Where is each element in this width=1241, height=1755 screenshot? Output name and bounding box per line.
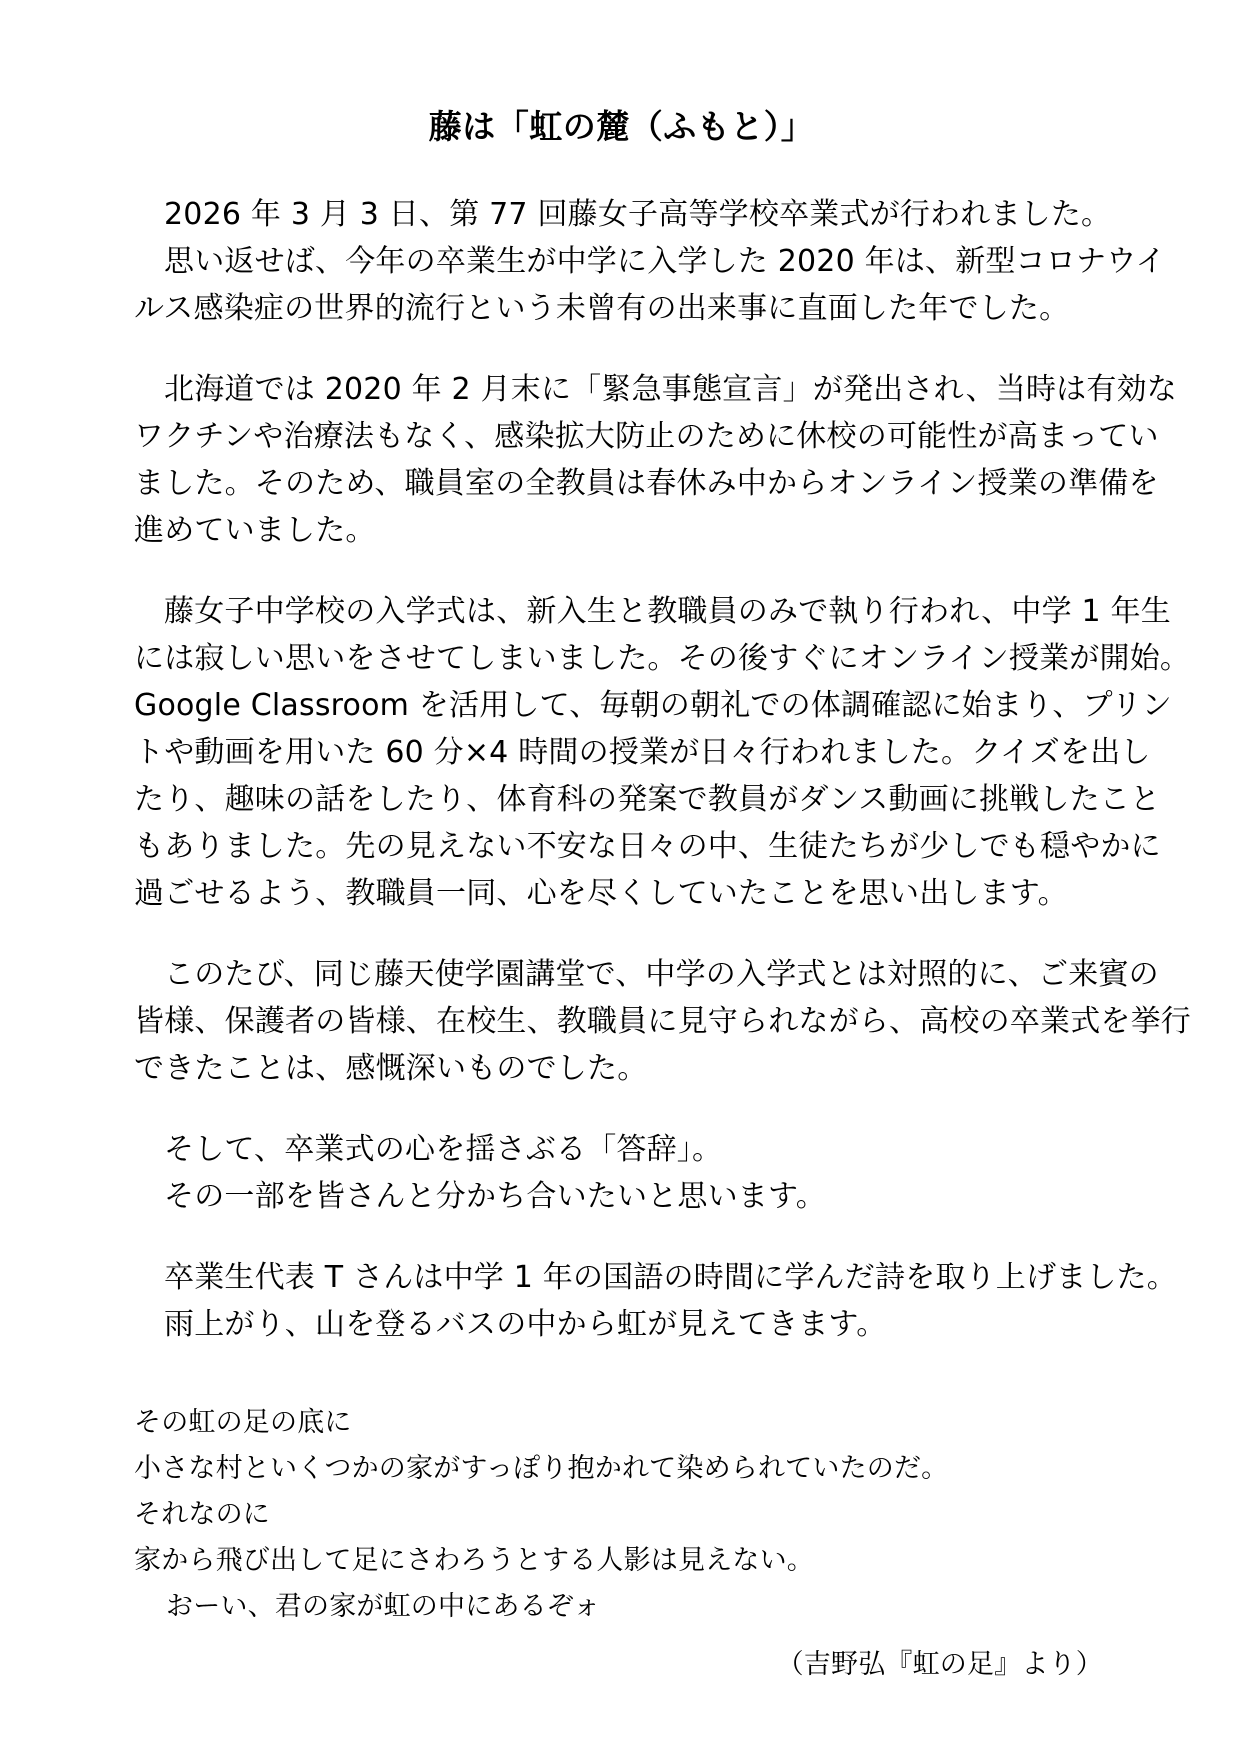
- paragraph-5-line-1: そして、卒業式の心を揺さぶる「答辞」。: [164, 1131, 723, 1167]
- paragraph-3-line-5: たり、趣味の話をしたり、体育科の発案で教員がダンス動画に挑戦したこと: [134, 781, 1161, 817]
- document-content: [134, 0, 1191, 1688]
- paragraph-3-line-1: 藤女子中学校の入学式は、新入生と教職員のみで執り行われ、中学 1 年生: [164, 593, 1171, 629]
- paragraph-1-line-3: ルス感染症の世界的流行という未曾有の出来事に直面した年でした。: [134, 290, 1070, 326]
- paragraph-3-line-7: 過ごせるよう、教職員一同、心を尽くしていたことを思い出します。: [134, 875, 1068, 911]
- paragraph-1-line-1: 2026 年 3 月 3 日、第 77 回藤女子高等学校卒業式が行われました。: [164, 196, 1112, 232]
- paragraph-1-line-2: 思い返せば、今年の卒業生が中学に入学した 2020 年は、新型コロナウイ: [164, 243, 1166, 279]
- paragraph-5-line-2: その一部を皆さんと分かち合いたいと思います。: [164, 1178, 826, 1214]
- paragraph-6-line-2: 雨上がり、山を登るバスの中から虹が見えてきます。: [164, 1306, 887, 1342]
- paragraph-1: [134, 191, 1166, 332]
- poem-line-4: 家から飛び出して足にさわろうとする人影は見えない。: [134, 1544, 814, 1576]
- paragraph-3-line-3: Google Classroom を活用して、毎朝の朝礼での体調確認に始まり、プリン: [134, 687, 1172, 723]
- poem-attribution: （吉野弘『虹の足』より）: [776, 1648, 1103, 1680]
- page-title: 藤は「虹の麓（ふもと）」: [428, 107, 815, 146]
- poem-line-5: おーい、君の家が虹の中にあるぞォ: [166, 1590, 601, 1622]
- paragraph-3-line-6: もありました。先の見えない不安な日々の中、生徒たちが少しでも穏やかに: [134, 828, 1161, 864]
- paragraph-2-line-4: 進めていました。: [134, 512, 376, 548]
- poem-line-3: それなのに: [134, 1498, 270, 1530]
- paragraph-2: [134, 366, 1177, 554]
- paragraph-4-line-1: このたび、同じ藤天使学園講堂で、中学の入学式とは対照的に、ご来賓の: [164, 956, 1159, 992]
- paragraph-6-line-1: 卒業生代表 T さんは中学 1 年の国語の時間に学んだ詩を取り上げました。: [164, 1259, 1177, 1295]
- paragraph-4-line-2: 皆様、保護者の皆様、在校生、教職員に見守られながら、高校の卒業式を挙行: [134, 1003, 1191, 1039]
- paragraph-3-line-4: トや動画を用いた 60 分×4 時間の授業が日々行われました。クイズを出し: [134, 734, 1151, 770]
- paragraph-2-line-2: ワクチンや治療法もなく、感染拡大防止のために休校の可能性が高まってい: [134, 418, 1159, 454]
- poem-line-2: 小さな村といくつかの家がすっぽり抱かれて染められていたのだ。: [134, 1452, 949, 1484]
- paragraph-5: [134, 1126, 1109, 1220]
- paragraph-3-line-2: には寂しい思いをさせてしまいました。その後すぐにオンライン授業が開始。: [134, 640, 1191, 676]
- paragraph-4-line-3: できたことは、感慨深いものでした。: [134, 1050, 648, 1086]
- document-body: [134, 191, 1191, 1688]
- paragraph-3: [134, 588, 1191, 917]
- poem-quote: [134, 1382, 1109, 1688]
- paragraph-2-line-1: 北海道では 2020 年 2 月末に「緊急事態宣言」が発出され、当時は有効な: [164, 371, 1177, 407]
- paragraph-2-line-3: ました。そのため、職員室の全教員は春休み中からオンライン授業の準備を: [134, 465, 1159, 501]
- paragraph-4: [134, 951, 1191, 1092]
- paragraph-6: [134, 1254, 1177, 1348]
- poem-line-1: その虹の足の底に: [134, 1406, 352, 1438]
